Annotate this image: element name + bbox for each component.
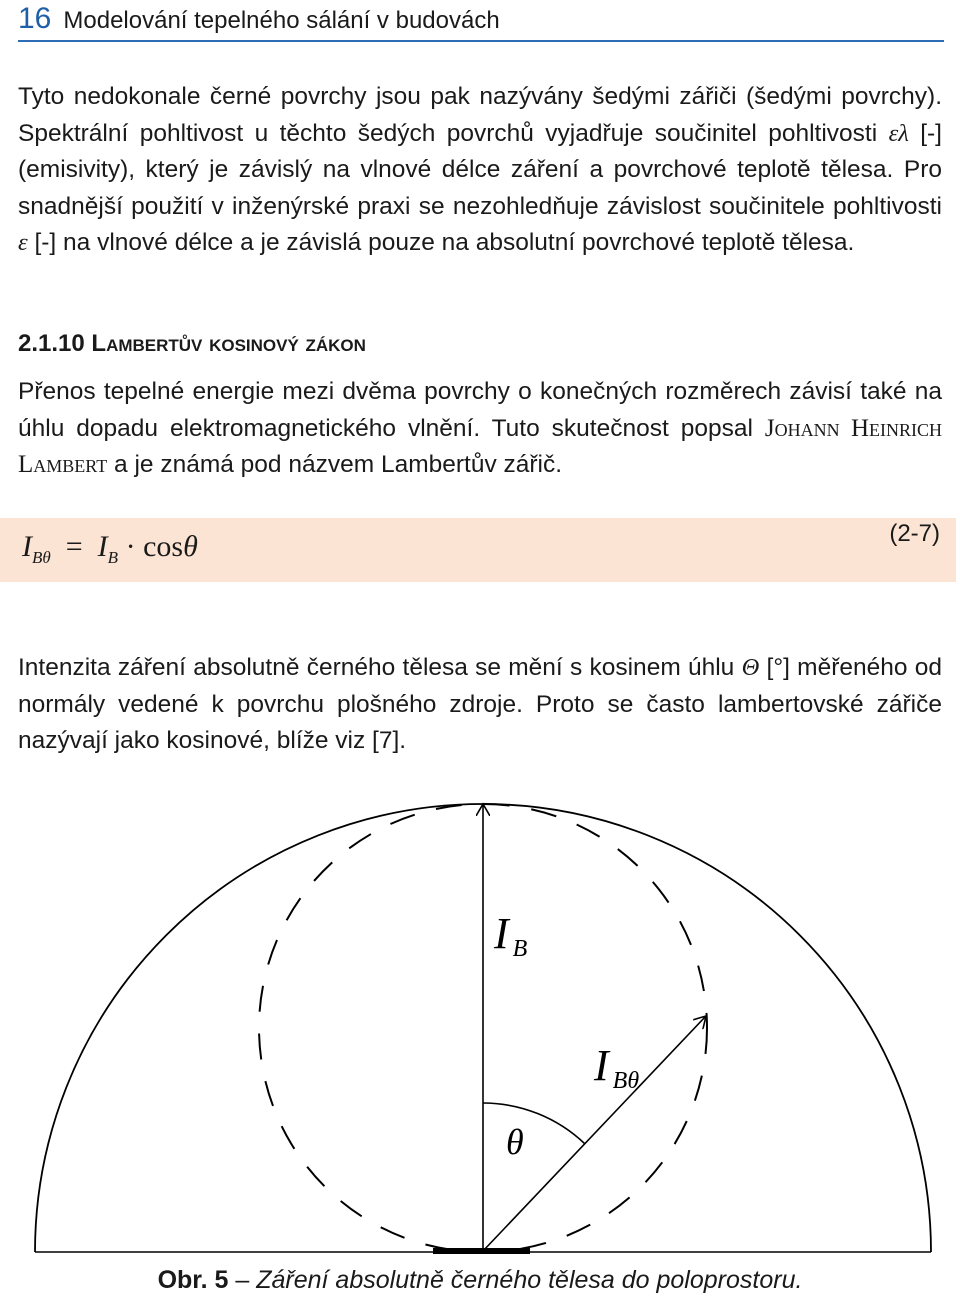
emissivity-symbol: ε [18,229,28,256]
paragraph-3-text-b: [°] měřeného od normály vedené k povrchu plošného zdroje. Proto se často lambertovské zářiče nazývají jako kosinové, blíže viz [7]. [18,654,943,754]
paragraph-1 [18,79,942,262]
equation [22,530,198,568]
paragraph-3 [18,650,942,760]
paragraph-3-text-a: Intenzita záření absolutně černého tělesa se mění s kosinem úhlu [18,654,742,681]
section-title: Lambertův kosinový zákon [91,330,366,357]
paragraph-2-text-a: Přenos tepelné energie mezi dvěma povrchy o konečných rozměrech závisí také na úhlu dopadu elektromagnetického vlnění. Tuto skutečnost popsal [18,378,942,442]
figure-caption [0,1266,960,1295]
header-rule [18,40,944,42]
lambert-figure [0,790,960,1260]
eq-operator: = [65,530,83,563]
paragraph-1-text-c: [-] na vlnové délce a je závislá pouze na absolutní povrchové teplotě tělesa. [27,229,855,256]
eq-func: cos [143,530,184,563]
emissivity-lambda-symbol: ελ [888,119,909,147]
paragraph-2 [18,374,942,484]
page-header [18,2,500,38]
caption-label: Obr. 5 [157,1266,229,1294]
eq-var: θ [183,530,198,563]
paragraph-1-text-a: Tyto nedokonale černé povrchy jsou pak nazývány šedými zářiči (šedými povrchy). Spektrální pohltivost u těchto šedých povrchů vyjadřuje součinitel pohltivosti [18,83,942,147]
section-heading [18,330,366,358]
caption-dash: – [228,1266,257,1294]
label-IB: I B [494,909,528,962]
eq-dot: · [125,530,136,563]
person-name: Johann Heinrich Lambert [18,414,942,478]
equation-number: (2-7) [889,520,940,547]
eq-lhs: I [22,530,32,563]
eq-rhs: I [97,530,108,563]
theta-symbol: Θ [741,654,760,681]
label-IBtheta: I Bθ [594,1041,640,1094]
angle-arc [483,1103,585,1144]
paragraph-2-text-b: a je známá pod názvem Lambertův zářič. [107,451,563,478]
eq-lhs-sub: Bθ [32,548,51,567]
section-number: 2.1.10 [18,330,85,357]
paragraph-1-text-b: [-] (emisivity), který je závislý na vlnové délce záření a povrchové teplotě tělesa. Pro snadnější použití v inženýrské praxi se nezohledňuje závislost součinitele pohltivosti [18,119,942,220]
running-head: Modelování tepelného sálání v budovách [63,7,500,34]
eq-rhs-sub: B [107,548,119,567]
caption-text: Záření absolutně černého tělesa do poloprostoru. [256,1266,803,1294]
label-theta: θ [506,1122,524,1162]
page-number: 16 [18,2,52,35]
